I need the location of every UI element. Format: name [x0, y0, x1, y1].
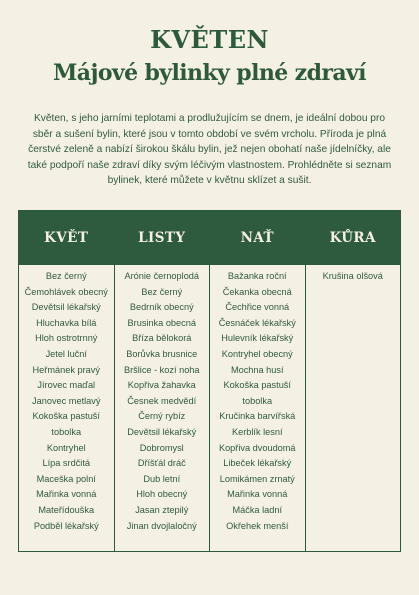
herb-cell: Bršlice - kozí noha — [123, 364, 200, 375]
column-cells — [210, 265, 305, 534]
herb-cell: Jinan dvojlaločný — [126, 520, 197, 531]
herb-cell: Jasan ztepilý — [135, 504, 189, 515]
herb-cell: Borůvka brusnice — [126, 348, 198, 359]
herb-cell: Dobromysl — [139, 442, 184, 453]
herb-cell: Okřehek menší — [226, 520, 289, 531]
herb-cell: Maceška polní — [36, 473, 96, 484]
herb-cell: Mařinka vonná — [227, 489, 288, 500]
herb-cell: Bažanka roční — [227, 271, 287, 281]
column-cells — [19, 265, 114, 534]
column-kura — [306, 211, 401, 551]
herb-cell: Černý rybíz — [138, 411, 186, 422]
herb-cell: Čechřice vonná — [225, 302, 290, 313]
herb-cell: Bez černý — [45, 271, 87, 281]
column-header-kura: KŮRA — [306, 211, 401, 265]
herb-cell: Dub letní — [143, 473, 181, 484]
herb-cell: Arónie černoplodá — [124, 271, 200, 281]
herb-cell: Dříšťál dráč — [137, 458, 186, 469]
herb-cell: Bez černý — [141, 286, 183, 297]
herb-cell: Lípa srdčitá — [42, 458, 90, 469]
herb-cell: tobolka — [242, 395, 273, 406]
page-subtitle: Májové bylinky plné zdraví — [53, 60, 366, 86]
column-cells — [306, 265, 401, 285]
herb-cell: Lomikámen zrnatý — [219, 473, 295, 484]
herb-cell: Kokoška pastuší — [223, 380, 291, 391]
herb-cell: Krušina olšová — [322, 271, 383, 281]
herb-cell: Kontryhel obecný — [221, 348, 293, 359]
herb-cell: Devětsil lékařský — [31, 302, 101, 313]
intro-paragraph: Květen, s jeho jarními teplotami a prodlužujícím se dnem, je ideální dobou pro sběr a sušení bylin, které jsou v tomto období ve svém vrcholu. Příroda je plná čerstvé zeleně a nabízí širokou škálu bylin, jež nejen obohatí naše jídelníčky, ale také podpoří naše zdraví díky svým léčivým vlastnostem. Prohlédněte si seznam bylinek, které můžete v květnu sklízet a sušit. — [27, 113, 392, 187]
herb-cell: Jetel luční — [45, 348, 87, 359]
herb-cell: tobolka — [51, 426, 82, 437]
herb-cell: Kopřiva dvoudomá — [218, 442, 296, 453]
herb-cell: Bříza bělokorá — [132, 333, 192, 344]
herb-cell: Mařinka vonná — [36, 489, 97, 500]
herb-cell: Libeček lékařský — [223, 458, 292, 469]
column-listy — [115, 211, 211, 551]
column-kvet — [19, 211, 115, 551]
herb-cell: Česnáček lékařský — [218, 317, 296, 328]
herb-table — [18, 210, 401, 552]
herb-cell: Česnek medvědí — [127, 395, 197, 406]
herb-cell: Kopřiva žahavka — [127, 380, 196, 391]
column-header-listy: LISTY — [115, 211, 210, 265]
herb-cell: Čekanka obecná — [222, 286, 292, 297]
herb-cell: Hloh obecný — [136, 489, 188, 500]
herb-cell: Kručinka barvířská — [219, 411, 296, 422]
column-header-nat: NAŤ — [210, 211, 305, 265]
herb-cell: Mochna husí — [230, 364, 284, 375]
column-header-kvet: KVĚT — [19, 211, 114, 265]
herb-cell: Mateřídouška — [38, 504, 95, 515]
herb-cell: Bedrník obecný — [129, 302, 194, 313]
herb-cell: Kontryhel — [46, 442, 86, 453]
herb-cell: Máčka ladní — [232, 504, 283, 515]
herb-cell: Jírovec maďal — [37, 380, 96, 391]
herb-cell: Čemohlávek obecný — [24, 286, 108, 297]
herb-cell: Janovec metlavý — [32, 395, 101, 406]
herb-cell: Hloh ostrotrnný — [35, 333, 98, 344]
herb-cell: Kerblík lesní — [231, 426, 283, 437]
herb-cell: Podběl lékařský — [33, 520, 99, 531]
column-nat — [210, 211, 306, 551]
column-cells — [115, 265, 210, 534]
herb-cell: Hluchavka bílá — [36, 317, 97, 328]
herb-cell: Devětsil lékařský — [127, 426, 197, 437]
herb-cell: Heřmánek pravý — [32, 364, 100, 375]
page-title: KVĚTEN — [150, 25, 269, 54]
herb-cell: Brusinka obecná — [127, 317, 196, 328]
herb-cell: Kokoška pastuší — [32, 411, 100, 422]
herb-cell: Hulevník lékařský — [221, 333, 294, 344]
